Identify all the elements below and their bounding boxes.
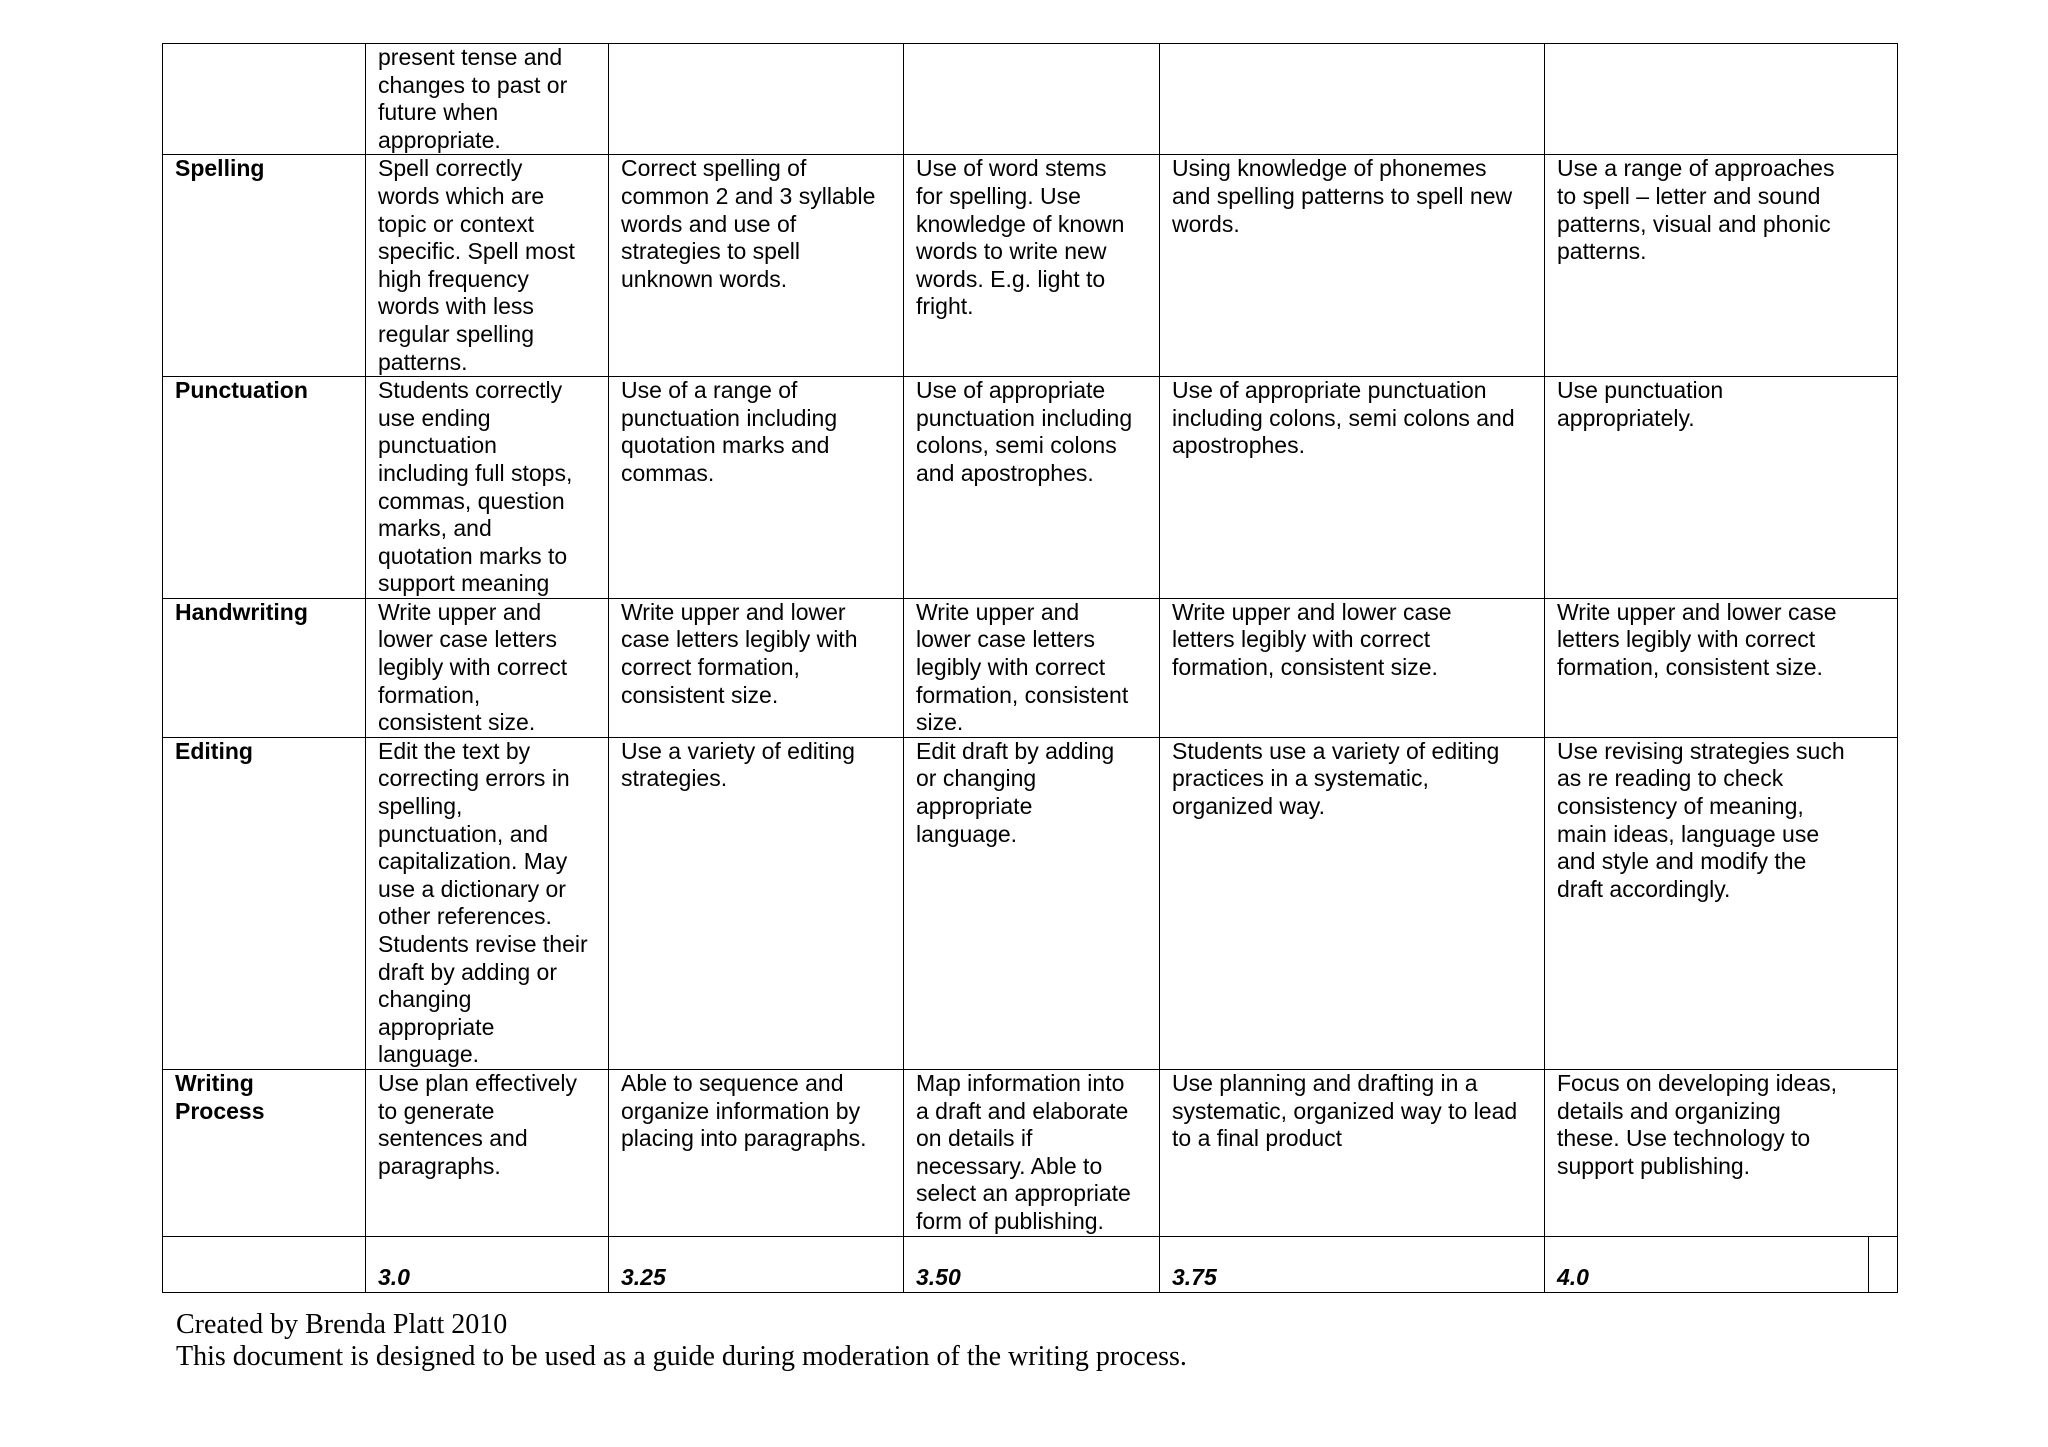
row-label: Spelling bbox=[163, 155, 366, 377]
rubric-cell-level-3-75: Students use a variety of editing practices in a systematic, organized way. bbox=[1160, 737, 1545, 1069]
rubric-row-punctuation bbox=[163, 377, 1898, 599]
author-credit: Created by Brenda Platt 2010 bbox=[176, 1309, 508, 1340]
rubric-cell-level-3-50: Map information into a draft and elaborate on details if necessary. Able to select an appropriate form of publishing. bbox=[904, 1069, 1160, 1236]
score-value: 3.50 bbox=[904, 1236, 1160, 1292]
rubric-row-continued bbox=[163, 44, 1898, 155]
row-label: Punctuation bbox=[163, 377, 366, 599]
rubric-cell-level-4-0: Use a range of approaches to spell – letter and sound patterns, visual and phonic patterns. bbox=[1545, 155, 1898, 377]
rubric-cell-level-4-0: Focus on developing ideas, details and organizing these. Use technology to support publishing. bbox=[1545, 1069, 1898, 1236]
row-label: Editing bbox=[163, 737, 366, 1069]
rubric-row-writing-process bbox=[163, 1069, 1898, 1236]
rubric-cell-level-3-25: Able to sequence and organize information by placing into paragraphs. bbox=[609, 1069, 904, 1236]
score-row-label bbox=[163, 1236, 366, 1292]
rubric-cell-level-3-75: Use planning and drafting in a systematic, organized way to lead to a final product bbox=[1160, 1069, 1545, 1236]
score-value: 4.0 bbox=[1545, 1236, 1869, 1292]
rubric-row-spelling bbox=[163, 155, 1898, 377]
rubric-cell-level-3-50: Use of appropriate punctuation including colons, semi colons and apostrophes. bbox=[904, 377, 1160, 599]
rubric-cell-level-3-50: Edit draft by adding or changing appropriate language. bbox=[904, 737, 1160, 1069]
rubric-cell-level-3-0: Edit the text by correcting errors in spelling, punctuation, and capitalization. May use a dictionary or other references. Students revise their draft by adding or changing appropriate language. bbox=[366, 737, 609, 1069]
document-footer bbox=[176, 1309, 1187, 1373]
usage-note: This document is designed to be used as a guide during moderation of the writing process. bbox=[176, 1341, 1187, 1372]
rubric-cell-level-3-75: Use of appropriate punctuation including colons, semi colons and apostrophes. bbox=[1160, 377, 1545, 599]
rubric-cell-level-3-75: Using knowledge of phonemes and spelling patterns to spell new words. bbox=[1160, 155, 1545, 377]
rubric-cell-level-3-0: Spell correctly words which are topic or context specific. Spell most high frequency words with less regular spelling patterns. bbox=[366, 155, 609, 377]
rubric-cell-level-4-0: Use punctuation appropriately. bbox=[1545, 377, 1898, 599]
rubric-row-editing bbox=[163, 737, 1898, 1069]
rubric-cell-level-3-50: Use of word stems for spelling. Use knowledge of known words to write new words. E.g. light to fright. bbox=[904, 155, 1160, 377]
score-value: 3.0 bbox=[366, 1236, 609, 1292]
rubric-cell-level-3-50: Write upper and lower case letters legibly with correct formation, consistent size. bbox=[904, 598, 1160, 737]
row-label: Writing Process bbox=[163, 1069, 366, 1236]
rubric-cell-level-3-75: Write upper and lower case letters legibly with correct formation, consistent size. bbox=[1160, 598, 1545, 737]
score-row-tail bbox=[1869, 1236, 1898, 1292]
rubric-cell-level-3-25: Write upper and lower case letters legibly with correct formation, consistent size. bbox=[609, 598, 904, 737]
rubric-cell-level-3-25: Use a variety of editing strategies. bbox=[609, 737, 904, 1069]
rubric-cell-level-3-0: Use plan effectively to generate sentences and paragraphs. bbox=[366, 1069, 609, 1236]
rubric-cell-level-3-0: Write upper and lower case letters legibly with correct formation, consistent size. bbox=[366, 598, 609, 737]
rubric-row-handwriting bbox=[163, 598, 1898, 737]
rubric-cell-level-4-0 bbox=[1545, 44, 1898, 155]
row-label: Handwriting bbox=[163, 598, 366, 737]
rubric-cell-level-3-25: Use of a range of punctuation including quotation marks and commas. bbox=[609, 377, 904, 599]
rubric-cell-level-3-50 bbox=[904, 44, 1160, 155]
rubric-cell-level-3-0: Students correctly use ending punctuation including full stops, commas, question marks, and quotation marks to support meaning bbox=[366, 377, 609, 599]
score-value: 3.75 bbox=[1160, 1236, 1545, 1292]
rubric-cell-level-4-0: Use revising strategies such as re reading to check consistency of meaning, main ideas, language use and style and modify the draft accordingly. bbox=[1545, 737, 1898, 1069]
rubric-cell-level-3-25 bbox=[609, 44, 904, 155]
score-value: 3.25 bbox=[609, 1236, 904, 1292]
rubric-cell-level-4-0: Write upper and lower case letters legibly with correct formation, consistent size. bbox=[1545, 598, 1898, 737]
rubric-cell-level-3-75 bbox=[1160, 44, 1545, 155]
row-label bbox=[163, 44, 366, 155]
rubric-cell-level-3-0: present tense and changes to past or future when appropriate. bbox=[366, 44, 609, 155]
rubric-cell-level-3-25: Correct spelling of common 2 and 3 syllable words and use of strategies to spell unknown words. bbox=[609, 155, 904, 377]
rubric-score-row bbox=[163, 1236, 1898, 1292]
writing-rubric-table bbox=[162, 43, 1898, 1293]
